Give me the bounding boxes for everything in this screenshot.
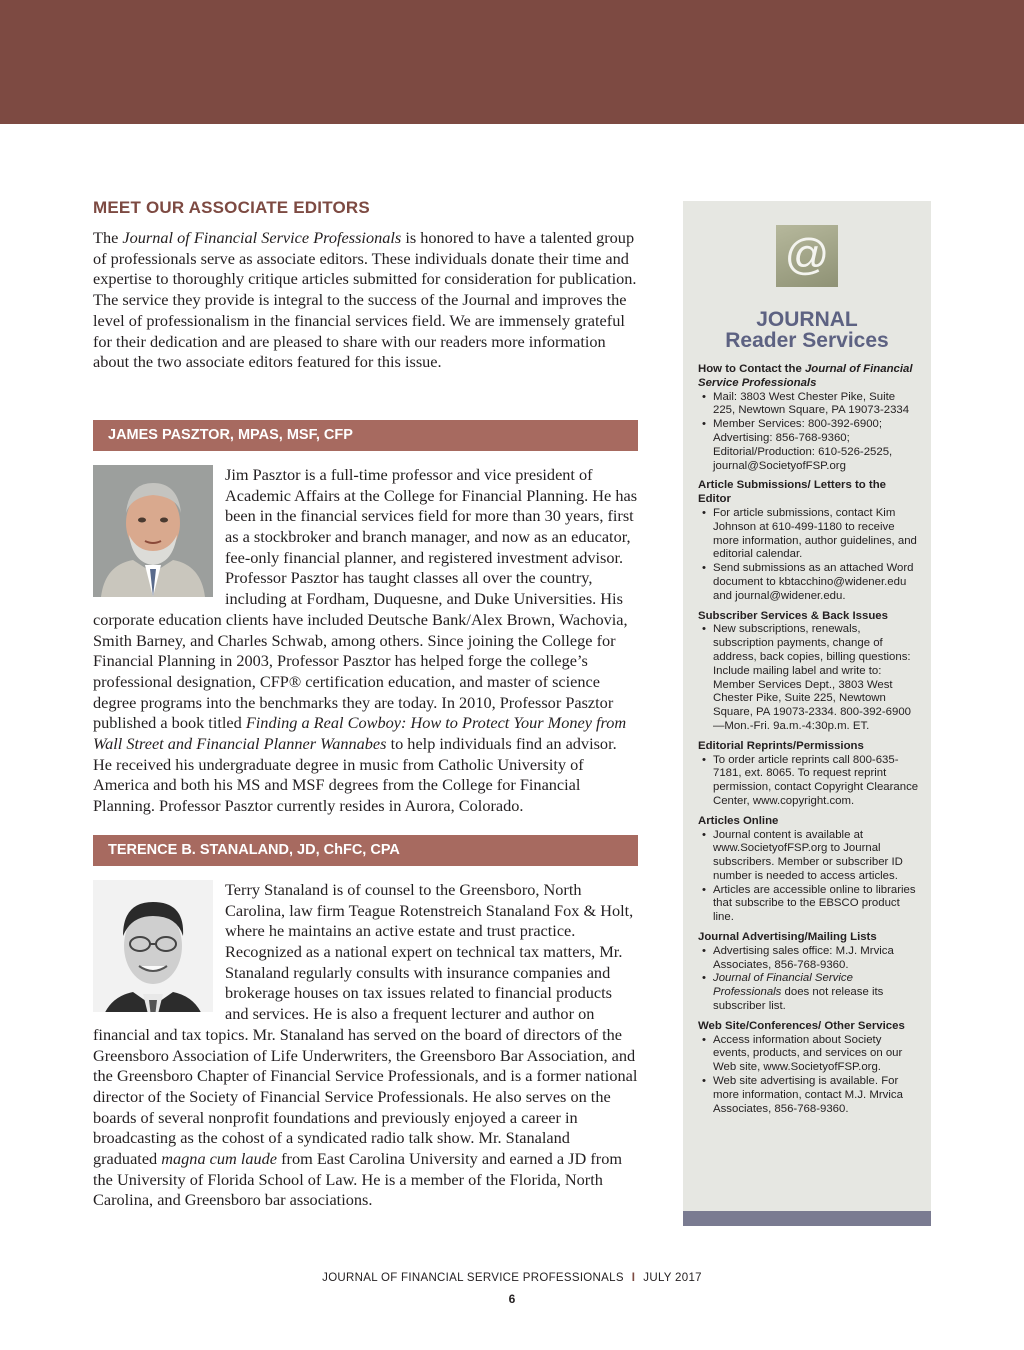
list-item: • Journal content is available at www.SocietyofFSP.org to Journal subscribers. Member or subscriber ID number is needed to access articles. [698, 829, 920, 884]
online-list [698, 829, 920, 926]
web-heading: Web Site/Conferences/ Other Services [698, 1019, 905, 1032]
list-item: • Access information about Society events, products, and services on our Web site, www.SocietyofFSP.org. [698, 1034, 920, 1075]
list-item: • Articles are accessible online to libraries that subscribe to the EBSCO product line. [698, 884, 920, 925]
list-item: • Member Services: 800-392-6900; Advertising: 856-768-9360; Editorial/Production: 610-526-2525, journal@SocietyofFSP.org [698, 418, 920, 473]
articles-heading: Article Submissions/ Letters to the Editor [698, 479, 886, 506]
sidebar-title-line1: JOURNAL [756, 308, 858, 331]
contact-heading-journal: Journal of Financial Service Professionals [698, 363, 913, 389]
sidebar-title [683, 309, 931, 351]
list-item: • To order article reprints call 800-635-7181, ext. 8065. To request reprint permission, contact Copyright Clearance Center, www.copyright.com. [698, 754, 920, 809]
web-list [698, 1034, 920, 1117]
advertising-heading: Journal Advertising/Mailing Lists [698, 931, 877, 944]
editor-bio [93, 465, 638, 817]
intro-post: is honored to have a talented group of professionals serve as associate editors. These individuals donate their time and expertise to thoroughly critique articles submitted for consideration for publication. The service they provide is integral to the success of the Journal and improves the level of professionalism in the financial services field. We are immensely grateful for their dedication and are pleased to share with our readers more information about the two associate editors featured for this issue. [93, 228, 637, 372]
sidebar-content [698, 363, 920, 1122]
footer-date: JULY 2017 [643, 1272, 702, 1284]
portrait-pasztor-image [93, 465, 213, 597]
subscriber-heading: Subscriber Services & Back Issues [698, 609, 888, 622]
footer-separator: I [631, 1272, 636, 1284]
editor-bio-part1: Jim Pasztor is a full-time professor and vice president of Academic Affairs at the College for Financial Planning. He has been in the financial services field for more than 30 years, first as a stockbroker and branch manager, and now as an educator, fee-only financial planner, and registered investment advisor. Professor Pasztor has taught classes all over the country, including at Fordham, Duquesne, and Duke Universities. His corporate education clients have included Deutsche Bank/Alex Brown, Wachovia, Smith Barney, and Charles Schwab, among others. Since joining the College for Financial Planning in 2003, Professor Pasztor has helped forge the college’s professional designation, CFP® certification education, and master of science degree programs into the benchmarks they are today. In 2010, Professor Pasztor published a book titled [93, 464, 638, 733]
book-title-italic: Finding a Real Cowboy: How to Protect Your Money from Wall Street and Financial Planner Wannabes [93, 713, 627, 754]
sidebar-bottom-bar [683, 1211, 931, 1226]
articles-list [698, 507, 920, 604]
reprints-heading: Editorial Reprints/Permissions [698, 739, 864, 752]
footer-journal: JOURNAL OF FINANCIAL SERVICE PROFESSIONALS [322, 1272, 624, 1284]
journal-title-italic: Journal of Financial Service Professionals [122, 228, 402, 247]
editor-photo [93, 880, 213, 1012]
list-item: • Advertising sales office: M.J. Mrvica Associates, 856-768-9360. [698, 945, 920, 973]
page-number: 6 [508, 1292, 516, 1306]
contact-heading-pre: How to Contact the [698, 363, 805, 375]
sidebar-title-line2: Reader Services [725, 329, 889, 352]
contact-heading [698, 363, 920, 391]
online-heading: Articles Online [698, 814, 779, 827]
at-icon: @ [776, 225, 838, 287]
header-band [0, 0, 1024, 124]
advertising-list [698, 945, 920, 1014]
list-item: • New subscriptions, renewals, subscription payments, change of address, back copies, billing questions: Include mailing label and write to: Member Services Dept., 3803 West Chester Pike, Suite 225, Newtown Square, PA 19073-2334. 800-392-6900—Mon.-Fri. 9a.m.-4:30p.m. ET. [698, 623, 920, 733]
list-item: • Send submissions as an attached Word document to kbtacchino@widener.edu and journal@widener.edu. [698, 562, 920, 603]
main-column [93, 198, 638, 1211]
list-item: • Mail: 3803 West Chester Pike, Suite 225, Newtown Square, PA 19073-2334 [698, 391, 920, 419]
reprints-list [698, 754, 920, 809]
intro-paragraph [93, 228, 638, 373]
subscriber-list [698, 623, 920, 733]
list-item-rest: does not release its subscriber list. [713, 986, 884, 1013]
portrait-stanaland-image [93, 880, 213, 1012]
editor-name-bar: TERENCE B. STANALAND, JD, ChFC, CPA [93, 835, 638, 866]
section-title: MEET OUR ASSOCIATE EDITORS [93, 198, 370, 217]
list-item [698, 972, 920, 1013]
editor-bio-part2: from East Carolina University and earned a JD from the University of Florida School of Law. He is a member of the Florida, North Carolina, and Greensboro bar associations. [93, 1149, 622, 1210]
reader-services-sidebar [683, 201, 931, 1211]
journal-name-italic: Journal of Financial Service Professionals [713, 972, 853, 999]
contact-list [698, 391, 920, 474]
editor-bio-part2: to help individuals find an advisor. He received his undergraduate degree in music from Catholic University of America and both his MS and MSF degrees from the College for Financial Planning. Professor Pasztor currently resides in Aurora, Colorado. [93, 734, 617, 816]
intro-pre: The [93, 228, 123, 247]
editor-photo [93, 465, 213, 597]
editor-name-bar: JAMES PASZTOR, MPAS, MSF, CFP [93, 420, 638, 451]
page-footer [0, 1272, 1024, 1284]
list-item: • Web site advertising is available. For more information, contact M.J. Mrvica Associates, 856-768-9360. [698, 1075, 920, 1116]
editor-bio-part1: Terry Stanaland is of counsel to the Greensboro, North Carolina, law firm Teague Rotenstreich Stanaland Fox & Holt, where he maintains an active estate and trust practice. Recognized as a national expert on technical tax matters, Mr. Stanaland regularly consults with insurance companies and brokerage houses on tax issues related to financial products and services. He is also a frequent lecturer and author on financial and tax topics. Mr. Stanaland has served on the board of directors of the Greensboro Association of Life Underwriters, the Greensboro Bar Association, and the Greensboro Chapter of Financial Service Professionals, and is a former national director of the Society of Financial Service Professionals. He also serves on the boards of several nonprofit foundations and previously enjoyed a career in broadcasting as the cohost of a syndicated radio talk show. Mr. Stanaland graduated [93, 879, 638, 1169]
editor-bio [93, 880, 638, 1211]
honor-italic: magna cum laude [161, 1149, 278, 1169]
list-item: • For article submissions, contact Kim Johnson at 610-499-1180 to receive more information, author guidelines, and editorial calendar. [698, 507, 920, 562]
